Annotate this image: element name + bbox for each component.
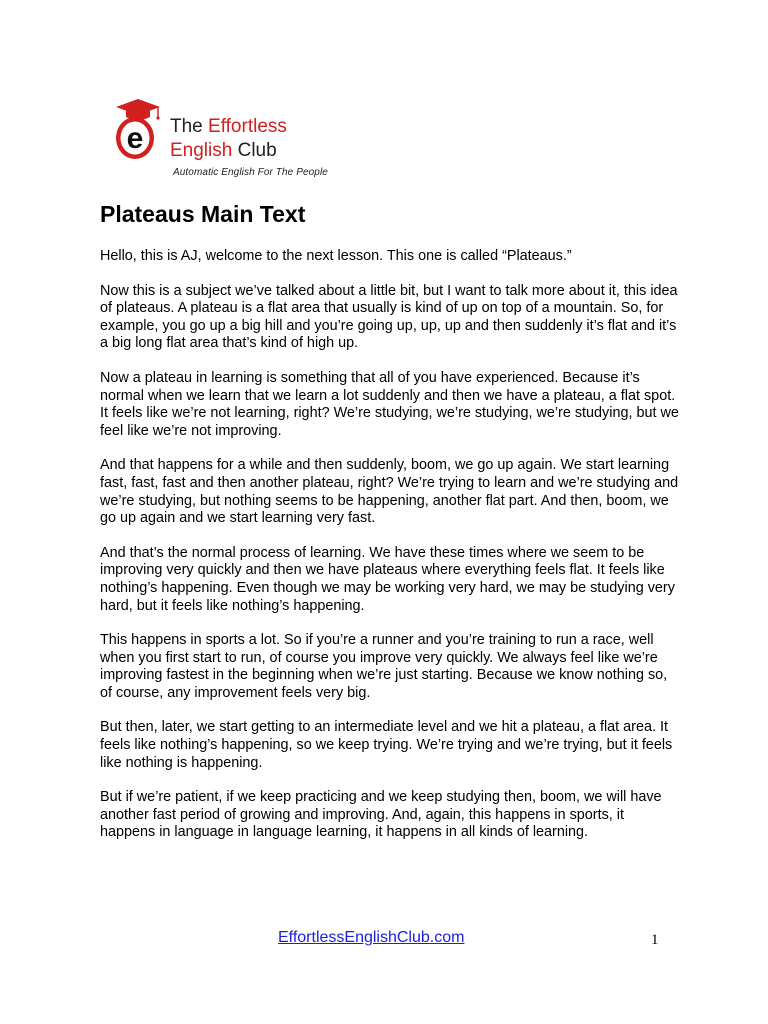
brand-name-line2 [170, 140, 277, 162]
paragraph-7: But then, later, we start getting to an intermediate level and we hit a plateau, a flat area. It feels like nothing’s happening, so we keep trying. We’re trying and we’re trying, but it feels like nothing is happening. [100, 719, 673, 771]
graduation-cap-e-logo-icon [112, 97, 164, 163]
paragraph-4: And that happens for a while and then suddenly, boom, we go up again. We start learning fast, fast, fast and then another plateau, right? We’re trying to learn and we’re studying and we’re studying, but nothing seems to be happening, another flat part. And then, boom, we go up again and we start learning very fast. [100, 457, 679, 527]
paragraph-5: And that’s the normal process of learning. We have these times where we seem to be improving very quickly and then we have plateaus where everything feels flat. It feels like nothing’s happening. Even though we may be working very hard, we may be studying very hard, but it feels like nothing’s happening. [100, 544, 675, 614]
brand-word-english: English [170, 140, 233, 161]
paragraph-8: But if we’re patient, if we keep practicing and we keep studying then, boom, we will have another fast period of growing and improving. And, again, this happens in sports, it happens in language in language learning, it happens in all kinds of learning. [100, 789, 662, 841]
paragraph-3: Now a plateau in learning is something that all of you have experienced. Because it’s normal when we learn that we learn a lot suddenly and then we have a plateau, a flat spot. It feels like we’re not learning, right? We’re studying, we’re studying, we’re studying, but we feel like we’re not improving. [100, 369, 679, 439]
brand-name-line1 [170, 116, 287, 138]
brand-word-the: The [170, 116, 203, 137]
paragraph-2: Now this is a subject we’ve talked about a little bit, but I want to talk more about it, this idea of plateaus. A plateau is a flat area that usually is kind of up on top of a mountain. So, for example, you go up a big hill and you’re going up, up, up and then suddenly it’s flat and it’s a big long flat area that’s kind of high up. [100, 282, 678, 352]
page-title: Plateaus Main Text [100, 201, 306, 227]
paragraph-1: Hello, this is AJ, welcome to the next lesson. This one is called “Plateaus.” [100, 248, 572, 264]
footer-website-link[interactable]: EffortlessEnglishClub.com [278, 929, 465, 946]
document-body [100, 248, 680, 859]
brand-word-effortless: Effortless [208, 116, 287, 137]
brand-tagline: Automatic English For The People [173, 167, 328, 178]
brand-word-club: Club [237, 140, 277, 161]
brand-logo [112, 97, 352, 187]
paragraph-6: This happens in sports a lot. So if you’re a runner and you’re training to run a race, well when you first start to run, of course you improve very quickly. We always feel like we’re improving fastest in the beginning when we’re just starting. Because we know nothing so, of course, any improvement feels very big. [100, 632, 668, 701]
page-number: 1 [651, 932, 659, 948]
svg-text:e: e [126, 122, 144, 155]
